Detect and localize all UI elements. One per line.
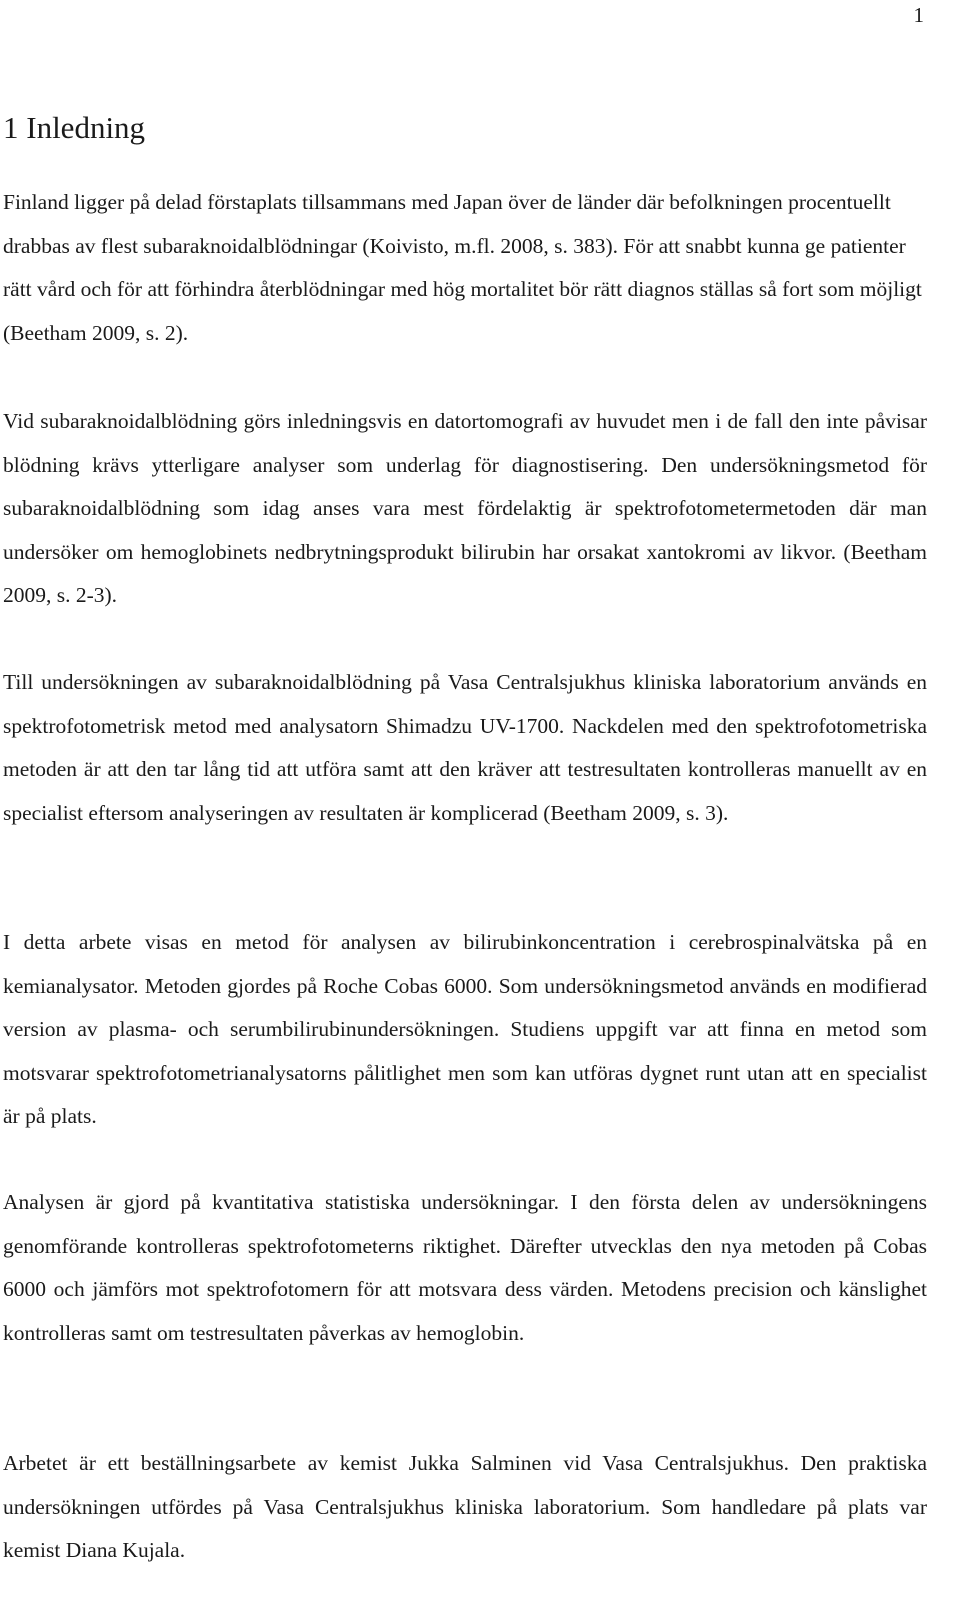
paragraph-4: I detta arbete visas en metod för analysen av bilirubinkoncentration i cerebrospinalvätska på en kemianalysator. Metoden gjordes på Roche Cobas 6000. Som undersökningsmetod används en modifierad version av plasma- och serumbilirubinundersökningen. Studiens uppgift var att finna en metod som motsvarar spektrofotometrianalysatorns pålitlighet men som kan utföras dygnet runt utan att en specialist är på plats. (3, 930, 927, 1129)
paragraph-2: Vid subaraknoidalblödning görs inledningsvis en datortomografi av huvudet men i de fall den inte påvisar blödning krävs ytterligare analyser som underlag för diagnostisering. Den undersökningsmetod för subaraknoidalblödning som idag anses vara mest fördelaktig är spektrofotometermetoden där man undersöker om hemoglobinets nedbrytningsprodukt bilirubin har orsakat xantokromi av likvor. (Beetham 2009, s. 2-3). (3, 409, 927, 608)
paragraph-1: Finland ligger på delad förstaplats tillsammans med Japan över de länder där befolkningen procentuellt drabbas av flest subaraknoidalblödningar (Koivisto, m.fl. 2008, s. 383). För att snabbt kunna ge patienter rätt vård och för att förhindra återblödningar med hög mortalitet bör rätt diagnos ställas så fort som möjligt (Beetham 2009, s. 2). (3, 190, 922, 345)
section-heading: 1 Inledning (3, 110, 146, 145)
paragraph-3: Till undersökningen av subaraknoidalblödning på Vasa Centralsjukhus kliniska laboratorium används en spektrofotometrisk metod med analysatorn Shimadzu UV-1700. Nackdelen med den spektrofotometriska metoden är att den tar lång tid att utföra samt att den kräver att testresultaten kontrolleras manuellt av en specialist eftersom analyseringen av resultaten är komplicerad (Beetham 2009, s. 3). (3, 670, 927, 825)
paragraph-6: Arbetet är ett beställningsarbete av kemist Jukka Salminen vid Vasa Centralsjukhus. Den praktiska undersökningen utfördes på Vasa Centralsjukhus kliniska laboratorium. Som handledare på plats var kemist Diana Kujala. (3, 1451, 927, 1563)
page-number: 1 (913, 3, 924, 27)
paragraph-5: Analysen är gjord på kvantitativa statistiska undersökningar. I den första delen av undersökningens genomförande kontrolleras spektrofotometerns riktighet. Därefter utvecklas den nya metoden på Cobas 6000 och jämförs mot spektrofotomern för att motsvara dess värden. Metodens precision och känslighet kontrolleras samt om testresultaten påverkas av hemoglobin. (3, 1190, 927, 1345)
